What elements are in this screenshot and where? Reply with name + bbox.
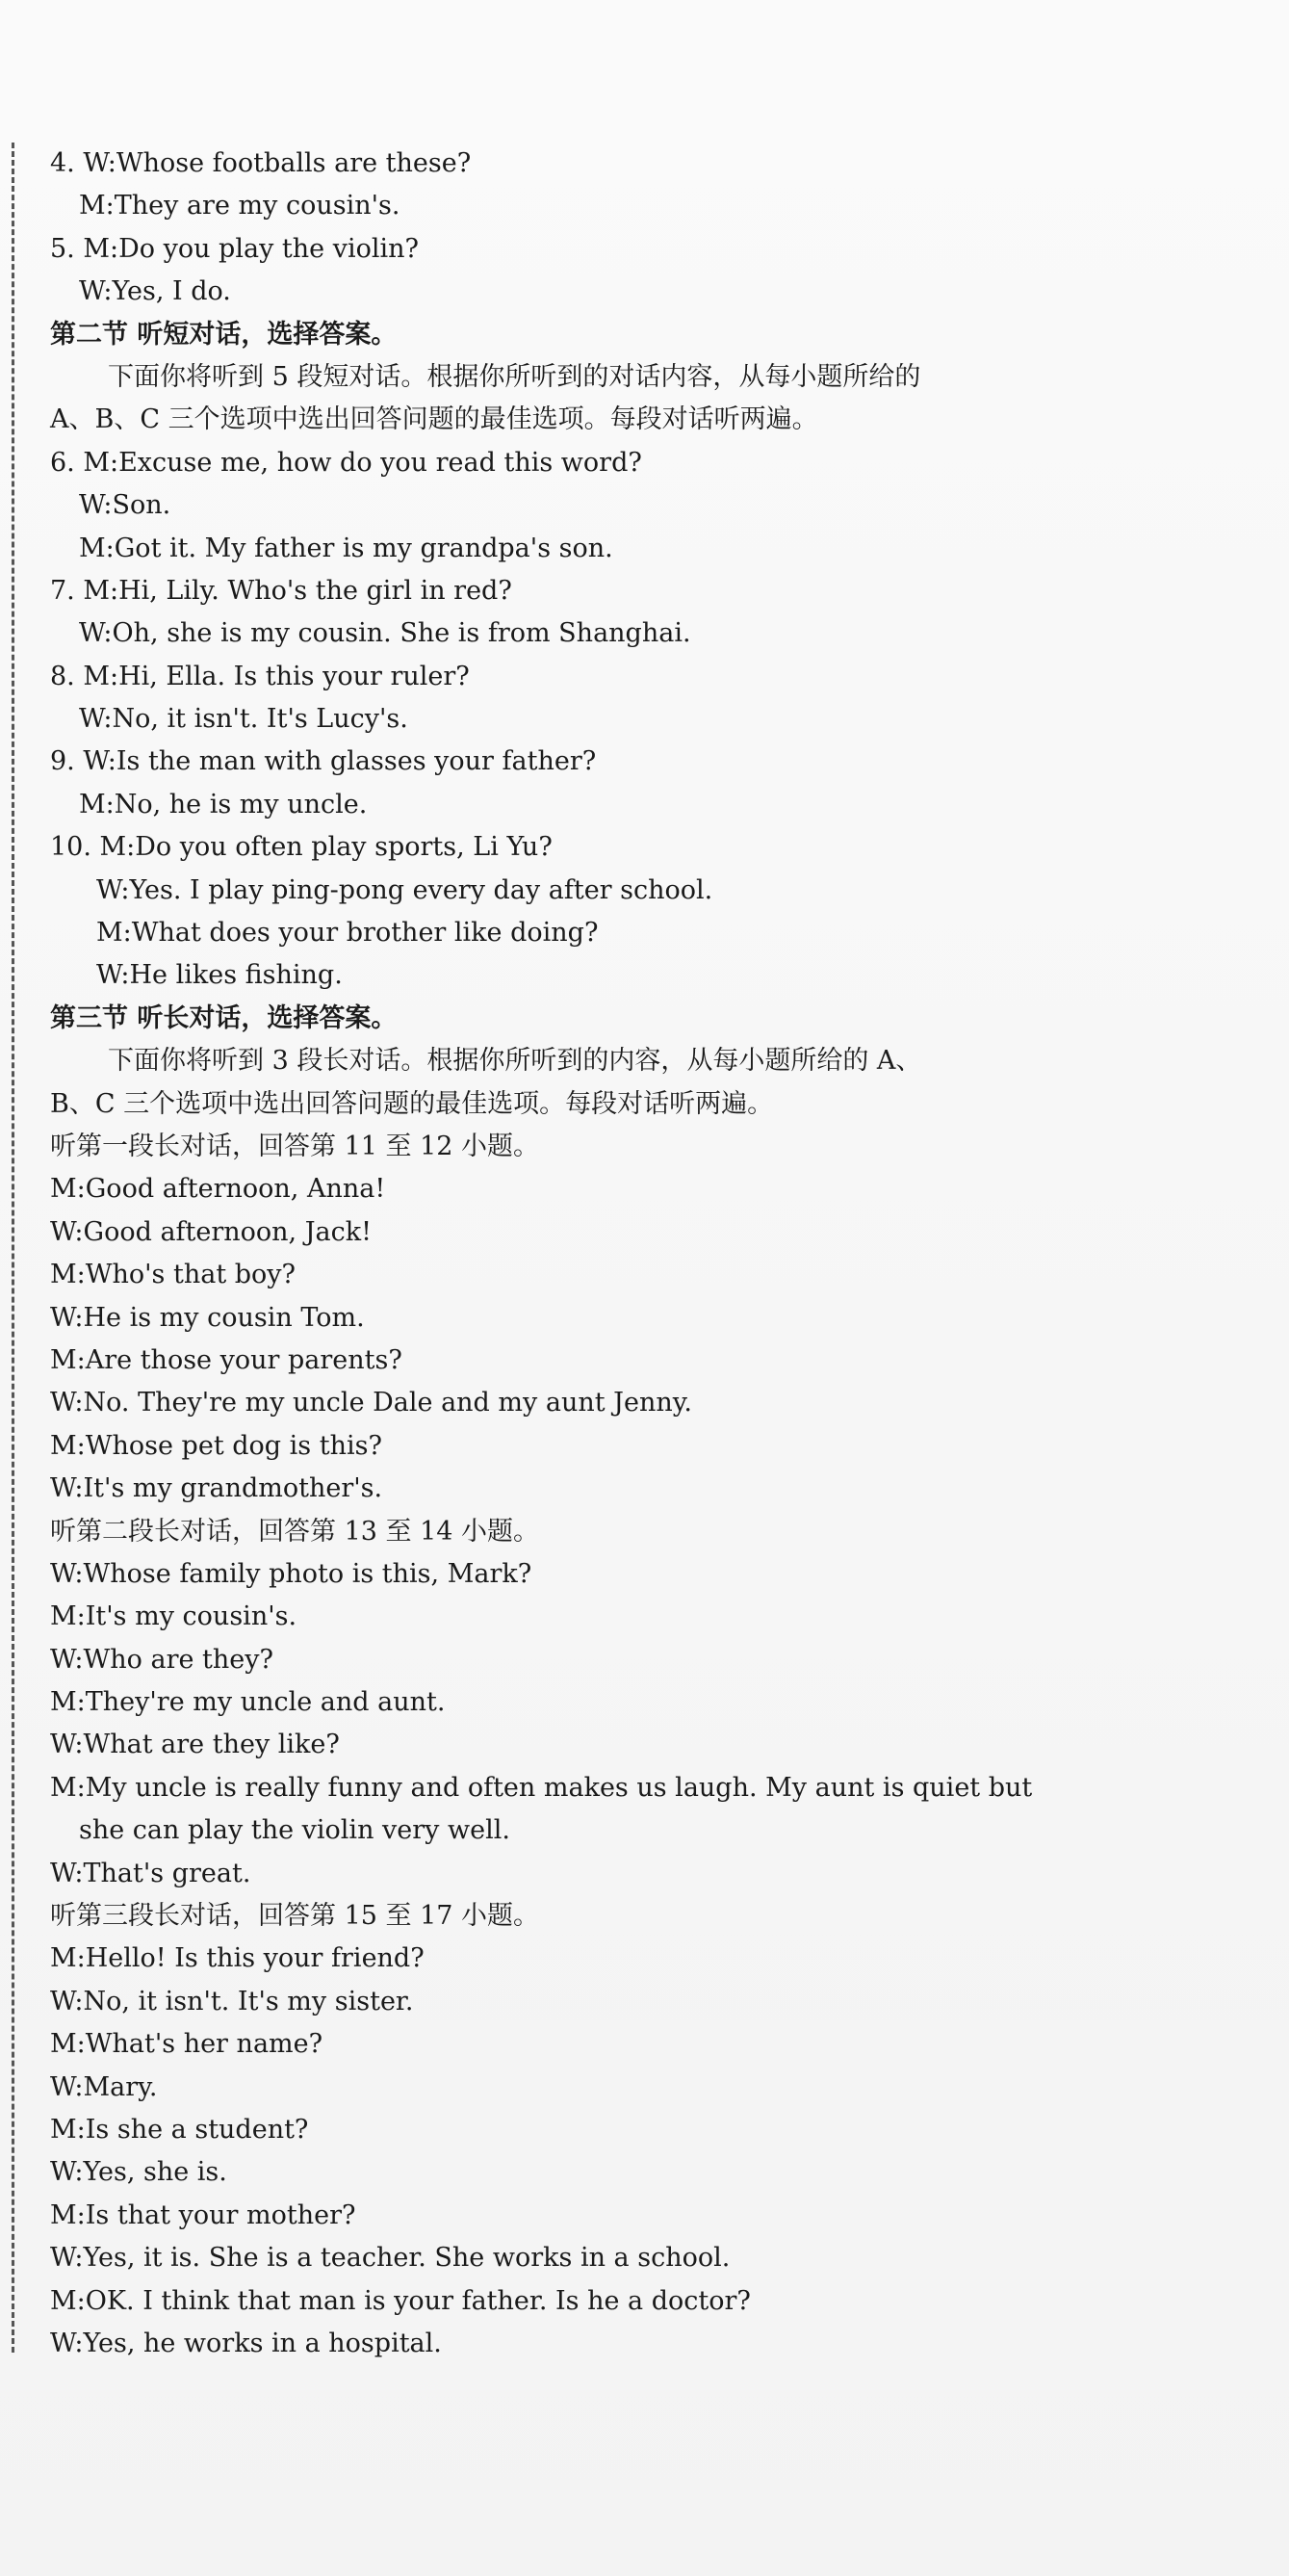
transcript-line: M:OK. I think that man is your father. Is he a doctor? bbox=[50, 2285, 751, 2316]
transcript-line: W:Yes, she is. bbox=[50, 2157, 227, 2188]
transcript-line: W:Who are they? bbox=[50, 1644, 273, 1675]
transcript-line: M:Who's that boy? bbox=[50, 1260, 296, 1290]
transcript-line: W:What are they like? bbox=[50, 1730, 340, 1760]
transcript-line: 9. W:Is the man with glasses your father? bbox=[50, 746, 597, 777]
dialogue-instruction: 听第二段长对话，回答第 13 至 14 小题。 bbox=[50, 1516, 540, 1547]
transcript-line: 8. M:Hi, Ella. Is this your ruler? bbox=[50, 661, 470, 691]
transcript-line: W:Yes, I do. bbox=[79, 276, 231, 307]
transcript-line: W:That's great. bbox=[50, 1858, 251, 1888]
transcript-line: W:It's my grandmother's. bbox=[50, 1473, 383, 1504]
transcript-content bbox=[50, 143, 1263, 2365]
transcript-line: M:Whose pet dog is this? bbox=[50, 1430, 382, 1461]
transcript-line: W:Good afternoon, Jack! bbox=[50, 1216, 372, 1247]
instruction-text: 下面你将听到 5 段短对话。根据你所听到的对话内容，从每小题所给的 bbox=[108, 361, 921, 392]
transcript-line: 5. M:Do you play the violin? bbox=[50, 233, 419, 264]
transcript-line: W:Son. bbox=[79, 490, 171, 521]
transcript-line: 6. M:Excuse me, how do you read this word? bbox=[50, 447, 642, 478]
transcript-line: M:What does your brother like doing? bbox=[96, 918, 599, 949]
transcript-line: W:No, it isn't. It's my sister. bbox=[50, 1986, 414, 2017]
transcript-line: W:He likes fishing. bbox=[96, 960, 343, 991]
transcript-line: M:Good afternoon, Anna! bbox=[50, 1174, 386, 1205]
transcript-line: M:Hello! Is this your friend? bbox=[50, 1943, 425, 1974]
transcript-line: W:Mary. bbox=[50, 2071, 158, 2102]
transcript-line: 10. M:Do you often play sports, Li Yu? bbox=[50, 832, 553, 863]
transcript-line: W:Yes, it is. She is a teacher. She works in a school. bbox=[50, 2243, 731, 2274]
transcript-line: W:No. They're my uncle Dale and my aunt Jenny. bbox=[50, 1388, 692, 1418]
transcript-line: 7. M:Hi, Lily. Who's the girl in red? bbox=[50, 575, 512, 606]
transcript-line: M:Got it. My father is my grandpa's son. bbox=[79, 533, 613, 563]
cut-line-divider bbox=[12, 143, 14, 2353]
instruction-text: A、B、C 三个选项中选出回答问题的最佳选项。每段对话听两遍。 bbox=[50, 404, 818, 435]
transcript-line: W:Yes, he works in a hospital. bbox=[50, 2328, 442, 2358]
transcript-line: M:Are those your parents? bbox=[50, 1344, 402, 1375]
transcript-line: W:No, it isn't. It's Lucy's. bbox=[79, 704, 408, 735]
dialogue-instruction: 听第三段长对话，回答第 15 至 17 小题。 bbox=[50, 1901, 540, 1932]
transcript-line: W:Yes. I play ping-pong every day after school. bbox=[96, 874, 713, 905]
dialogue-instruction: 听第一段长对话，回答第 11 至 12 小题。 bbox=[50, 1131, 540, 1161]
section-heading: 第三节 听长对话，选择答案。 bbox=[50, 1002, 398, 1033]
transcript-line: she can play the violin very well. bbox=[79, 1815, 510, 1846]
transcript-line: W:Oh, she is my cousin. She is from Shanghai. bbox=[79, 618, 691, 649]
transcript-line: W:Whose family photo is this, Mark? bbox=[50, 1558, 532, 1589]
transcript-line: M:They're my uncle and aunt. bbox=[50, 1687, 446, 1718]
transcript-line: M:They are my cousin's. bbox=[79, 191, 400, 221]
transcript-line: M:Is she a student? bbox=[50, 2114, 309, 2145]
transcript-line: W:He is my cousin Tom. bbox=[50, 1302, 365, 1333]
transcript-line: M:Is that your mother? bbox=[50, 2199, 356, 2230]
transcript-line: M:No, he is my uncle. bbox=[79, 789, 368, 820]
transcript-line: M:What's her name? bbox=[50, 2029, 323, 2060]
instruction-text: 下面你将听到 3 段长对话。根据你所听到的内容，从每小题所给的 A、 bbox=[108, 1046, 922, 1077]
transcript-line: M:It's my cousin's. bbox=[50, 1601, 297, 1632]
transcript-line: 4. W:Whose footballs are these? bbox=[50, 148, 472, 178]
section-heading: 第二节 听短对话，选择答案。 bbox=[50, 319, 398, 350]
instruction-text: B、C 三个选项中选出回答问题的最佳选项。每段对话听两遍。 bbox=[50, 1088, 774, 1119]
transcript-line: M:My uncle is really funny and often makes us laugh. My aunt is quiet but bbox=[50, 1772, 1033, 1803]
